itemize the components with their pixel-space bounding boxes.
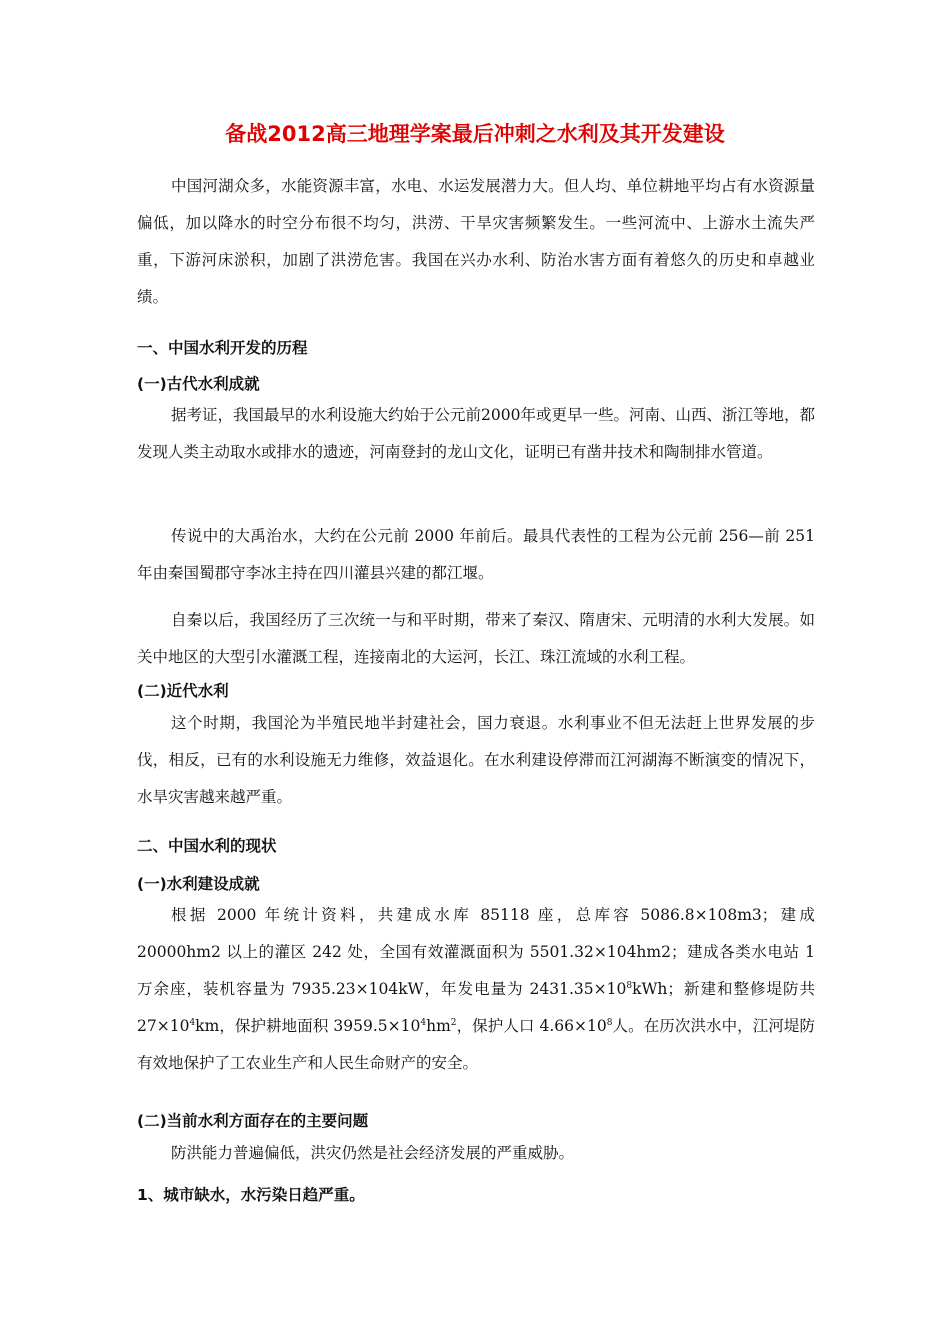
superscript: 2 bbox=[450, 1017, 457, 1028]
text-run: hm bbox=[426, 1017, 451, 1035]
paragraph-ancient-3: 自秦以后，我国经历了三次统一与和平时期，带来了秦汉、隋唐宋、元明清的水利大发展。如关中地区的大型引水灌溉工程，连接南北的大运河，长江、珠江流域的水利工程。 bbox=[137, 611, 815, 666]
text-run: 人。在历次洪水中，江河堤防有效地保护了工农业生产和人民生命财产的安全。 bbox=[137, 1017, 815, 1072]
paragraph-modern-1: 这个时期，我国沦为半殖民地半封建社会，国力衰退。水利事业不但无法赶上世界发展的步伐，相反，已有的水利设施无力维修，效益退化。在水利建设停滞而江河湖海不断演变的情况下，水旱灾害越来越严重。 bbox=[137, 714, 815, 806]
text-run: ，保护人口 4.66×10 bbox=[456, 1017, 607, 1035]
intro-paragraph: 中国河湖众多，水能资源丰富，水电、水运发展潜力大。但人均、单位耕地平均占有水资源量偏低，加以降水的时空分布很不均匀，洪涝、干旱灾害频繁发生。一些河流中、上游水土流失严重，下游河床淤积，加剧了洪涝危害。我国在兴办水利、防治水害方面有着悠久的历史和卓越业绩。 bbox=[137, 177, 815, 306]
text-run: km，保护耕地面积 3959.5×10 bbox=[195, 1017, 421, 1035]
superscript: 8 bbox=[626, 980, 633, 991]
subheading-ancient: (一)古代水利成就 bbox=[137, 375, 260, 393]
paragraph-ancient-2: 传说中的大禹治水，大约在公元前 2000 年前后。最具代表性的工程为公元前 256—前 251 年由秦国蜀郡守李冰主持在四川灌县兴建的都江堰。 bbox=[137, 527, 815, 582]
subheading-achievements: (一)水利建设成就 bbox=[137, 875, 260, 893]
section-heading-history: 一、中国水利开发的历程 bbox=[137, 339, 308, 357]
paragraph-achievements bbox=[137, 897, 815, 1082]
superscript: 8 bbox=[606, 1017, 613, 1028]
text-run: kWh；新建和整修堤防共 27×10 bbox=[137, 980, 816, 1035]
text-run: 根据 2000 年统计资料，共建成水库 85118 座，总库容 5086.8×108m3；建成 20000hm2 以上的灌区 242 处，全国有效灌溉面积为 5501.32×104hm2；建成各类水电站 1 万余座，装机容量为 7935.23×104kW，年发电量为 2431.35×10 bbox=[137, 906, 815, 998]
subheading-modern: (二)近代水利 bbox=[137, 682, 229, 700]
paragraph-ancient-1: 据考证，我国最早的水利设施大约始于公元前2000年或更早一些。河南、山西、浙江等地，都发现人类主动取水或排水的遗迹，河南登封的龙山文化，证明已有凿井技术和陶制排水管道。 bbox=[137, 406, 815, 461]
paragraph-problems: 防洪能力普遍偏低，洪灾仍然是社会经济发展的严重威胁。 bbox=[171, 1144, 575, 1162]
superscript: 4 bbox=[420, 1017, 427, 1028]
subheading-problems: (二)当前水利方面存在的主要问题 bbox=[137, 1112, 369, 1130]
superscript: 4 bbox=[189, 1017, 196, 1028]
list-item-urban-water: 1、城市缺水，水污染日趋严重。 bbox=[137, 1186, 365, 1204]
section-heading-status: 二、中国水利的现状 bbox=[137, 837, 277, 855]
page-title: 备战2012高三地理学案最后冲刺之水利及其开发建设 bbox=[225, 122, 725, 146]
